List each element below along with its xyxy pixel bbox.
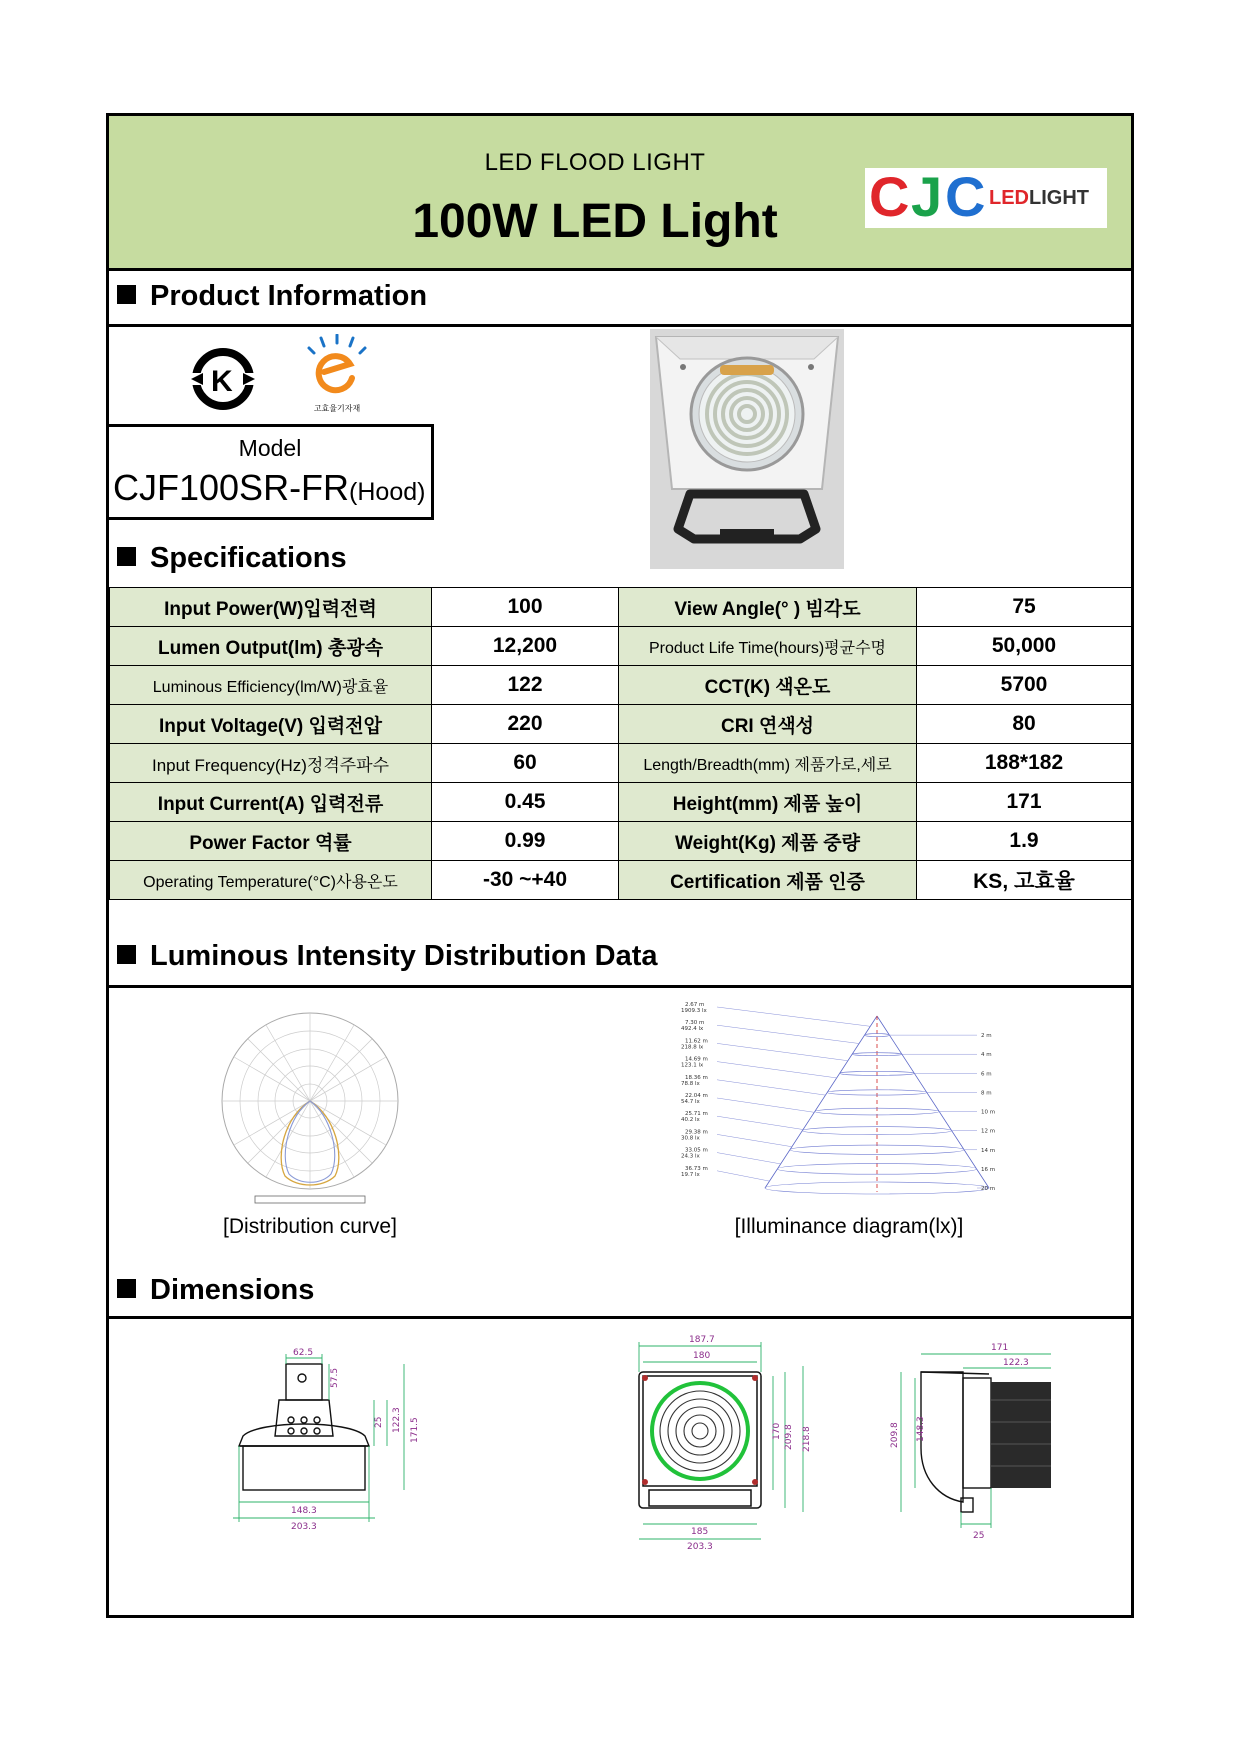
spec-value: 12,200	[432, 627, 619, 666]
distribution-curve	[205, 1006, 415, 1204]
radius-label: 11.62 m	[685, 1038, 708, 1045]
spec-key: Input Power(W)입력전력	[110, 588, 432, 627]
svg-text:209.8: 209.8	[890, 1422, 900, 1448]
caption-distribution-curve: [Distribution curve]	[223, 1215, 397, 1238]
spec-key: Power Factor 역률	[110, 822, 432, 861]
spec-value: 171	[917, 783, 1132, 822]
caption-illuminance-diagram: [Illuminance diagram(lx)]	[734, 1215, 964, 1238]
spec-value: 188*182	[917, 744, 1132, 783]
model-box	[109, 424, 434, 520]
lux-label: 19.7 lx	[681, 1171, 700, 1178]
spec-key: Certification 제품 인증	[619, 861, 917, 900]
lux-label: 1909.3 lx	[681, 1008, 707, 1014]
bullet-square-icon	[117, 285, 136, 304]
svg-text:62.5: 62.5	[293, 1348, 314, 1358]
divider	[109, 324, 1131, 327]
spec-value: 5700	[917, 666, 1132, 705]
radius-label: 33.05 m	[685, 1147, 708, 1154]
spec-key: View Angle(° ) 빔각도	[619, 588, 917, 627]
product-subtitle: LED FLOOD LIGHT	[484, 149, 706, 176]
spec-key: CCT(K) 색온도	[619, 666, 917, 705]
table-row	[110, 744, 1132, 783]
lux-label: 40.2 lx	[681, 1117, 700, 1124]
lux-label: 30.8 lx	[681, 1135, 700, 1142]
svg-text:209.8: 209.8	[784, 1424, 794, 1450]
dimension-drawing-profile	[879, 1338, 1079, 1552]
spec-key: Product Life Time(hours)평균수명	[619, 627, 917, 666]
ks-cert-icon	[187, 344, 259, 414]
svg-text:57.5: 57.5	[330, 1367, 340, 1388]
radius-leader	[717, 1080, 825, 1095]
lux-label: 78.8 lx	[681, 1080, 700, 1087]
cjc-logo	[865, 168, 1107, 228]
spec-table	[109, 587, 1132, 900]
radius-leader	[717, 1116, 803, 1129]
section-title-dimensions: Dimensions	[117, 1274, 314, 1307]
spec-key: Lumen Output(lm) 총광속	[110, 627, 432, 666]
svg-text:148.3: 148.3	[291, 1506, 317, 1516]
datasheet	[106, 113, 1134, 1618]
lux-label: 492.4 lx	[681, 1026, 704, 1033]
header-banner	[109, 116, 1131, 271]
spec-key: Input Voltage(V) 입력전압	[110, 705, 432, 744]
svg-text:185: 185	[691, 1527, 709, 1537]
table-row	[110, 783, 1132, 822]
illuminance-diagram	[677, 1002, 1017, 1202]
distance-label: 8 m	[981, 1090, 992, 1097]
spec-key: CRI 연색성	[619, 705, 917, 744]
radius-label: 14.69 m	[685, 1056, 708, 1063]
section-title-product-info: Product Information	[117, 280, 427, 313]
distance-label: 16 m	[981, 1166, 996, 1173]
svg-text:C: C	[945, 168, 986, 228]
high-efficiency-cert-icon	[304, 334, 370, 414]
spec-key: Height(mm) 제품 높이	[619, 783, 917, 822]
spec-key: Weight(Kg) 제품 중량	[619, 822, 917, 861]
bullet-square-icon	[117, 547, 136, 566]
radius-label: 25.71 m	[685, 1111, 708, 1118]
spec-value: 122	[432, 666, 619, 705]
spec-value: 50,000	[917, 627, 1132, 666]
illuminance-ring	[865, 1034, 890, 1037]
svg-text:171.5: 171.5	[410, 1417, 420, 1443]
lux-label: 218.8 lx	[681, 1044, 704, 1051]
svg-text:122.3: 122.3	[1003, 1358, 1029, 1368]
radius-label: 29.38 m	[685, 1129, 708, 1136]
table-row	[110, 588, 1132, 627]
spec-value: KS, 고효율	[917, 861, 1132, 900]
spec-key: Input Current(A) 입력전류	[110, 783, 432, 822]
radius-leader	[717, 1134, 792, 1146]
svg-text:LIGHT: LIGHT	[1029, 187, 1089, 209]
svg-text:180: 180	[693, 1351, 711, 1361]
radius-leader	[717, 1062, 837, 1078]
product-title: 100W LED Light	[412, 195, 778, 248]
divider	[109, 985, 1131, 988]
cone-edge	[877, 1016, 989, 1188]
spec-value: 0.99	[432, 822, 619, 861]
lux-label: 24.3 lx	[681, 1153, 700, 1160]
svg-text:148.3: 148.3	[916, 1416, 926, 1442]
dimension-drawing-side	[229, 1348, 459, 1562]
dimension-drawing-front	[619, 1332, 819, 1556]
spec-value: 80	[917, 705, 1132, 744]
radius-leader	[717, 1025, 859, 1043]
radius-label: 7.30 m	[685, 1020, 705, 1027]
radius-leader	[717, 1153, 781, 1164]
lux-label: 123.1 lx	[681, 1062, 704, 1069]
svg-text:고효율기자재: 고효율기자재	[313, 404, 361, 413]
spec-key: Operating Temperature(°C)사용온도	[110, 861, 432, 900]
svg-text:187.7: 187.7	[689, 1335, 715, 1345]
spec-key: Input Frequency(Hz)정격주파수	[110, 744, 432, 783]
model-label: Model	[238, 435, 302, 461]
table-row	[110, 666, 1132, 705]
spec-key: Length/Breadth(mm) 제품가로,세로	[619, 744, 917, 783]
section-title-specifications: Specifications	[117, 542, 347, 575]
model-number: CJF100SR-FR(Hood)	[113, 467, 426, 508]
svg-text:K: K	[211, 365, 233, 398]
svg-text:25: 25	[973, 1531, 985, 1541]
svg-text:171: 171	[991, 1343, 1009, 1353]
spec-value: -30 ~+40	[432, 861, 619, 900]
section-title-distribution: Luminous Intensity Distribution Data	[117, 940, 658, 973]
distance-label: 4 m	[981, 1052, 992, 1059]
divider	[109, 1316, 1131, 1319]
spec-value: 0.45	[432, 783, 619, 822]
distance-label: 2 m	[981, 1033, 992, 1040]
spec-value: 60	[432, 744, 619, 783]
svg-text:25: 25	[374, 1416, 384, 1428]
spec-value: 100	[432, 588, 619, 627]
table-row	[110, 861, 1132, 900]
radius-label: 18.36 m	[685, 1074, 708, 1081]
distance-label: 12 m	[981, 1128, 996, 1135]
svg-text:C: C	[869, 168, 910, 228]
svg-text:203.3: 203.3	[291, 1522, 317, 1532]
spec-value: 75	[917, 588, 1132, 627]
distance-label: 6 m	[981, 1071, 992, 1078]
bullet-square-icon	[117, 945, 136, 964]
spec-key: Luminous Efficiency(lm/W)광효율	[110, 666, 432, 705]
spec-value: 220	[432, 705, 619, 744]
bullet-square-icon	[117, 1279, 136, 1298]
distance-label: 14 m	[981, 1147, 996, 1154]
svg-text:122.3: 122.3	[392, 1407, 402, 1433]
distance-label: 10 m	[981, 1109, 996, 1116]
radius-leader	[717, 1043, 848, 1060]
svg-text:203.3: 203.3	[687, 1542, 713, 1552]
spec-value: 1.9	[917, 822, 1132, 861]
table-row	[110, 822, 1132, 861]
product-photo	[650, 329, 844, 569]
lux-label: 54.7 lx	[681, 1099, 700, 1105]
distance-label: 20 m	[981, 1186, 996, 1192]
radius-leader	[717, 1007, 870, 1026]
svg-text:J: J	[911, 168, 943, 228]
svg-text:170: 170	[772, 1422, 782, 1440]
svg-text:LED: LED	[989, 187, 1029, 209]
radius-label: 36.73 m	[685, 1165, 708, 1172]
table-row	[110, 705, 1132, 744]
radius-label: 2.67 m	[685, 1002, 705, 1008]
cone-edge	[765, 1016, 877, 1188]
table-row	[110, 627, 1132, 666]
svg-text:218.8: 218.8	[802, 1426, 812, 1452]
radius-leader	[717, 1098, 814, 1112]
radius-leader	[717, 1171, 769, 1181]
radius-label: 22.04 m	[685, 1093, 708, 1099]
